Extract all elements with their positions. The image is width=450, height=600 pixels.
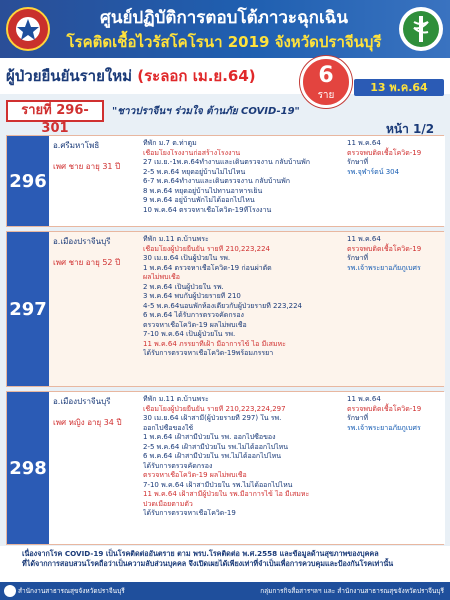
- age-unit: ปี: [115, 258, 121, 267]
- headline: [6, 64, 256, 88]
- result-line: รพ.จุฬาร์ตน์ 304: [347, 167, 400, 176]
- timeline-line: ปวดเมื่อยตามตัว: [143, 499, 193, 508]
- footer-bar: [0, 582, 450, 600]
- timeline-line: 4-5 พ.ค.64นอนพักห้องเดียวกับผู้ป่วยรายที่ 223,224: [143, 301, 302, 310]
- sex-age: [53, 416, 135, 429]
- timeline-line: 30 เม.ย.64 เฝ้าสามี(ผู้ป่วยรายที่ 297) ใน รพ.: [143, 414, 282, 422]
- result-line: 11 พ.ค.64: [347, 235, 381, 243]
- age-value: 31: [102, 162, 113, 171]
- result-line: รักษาที่: [347, 158, 369, 166]
- note-line: ที่ได้จากการสอบสวนโรคถือว่าเป็นความลับส่วนบุคคล จึงเปิดเผยได้เพียงเท่าที่จำเป็นเพื่อการควบคุมและป้องกันโรคเท่านั้น: [22, 559, 394, 568]
- timeline-line: 11 พ.ค.64 เฝ้าสามีผู้ป่วยใน รพ.มีอาการไข้ ไอ มีเสมหะ: [143, 490, 310, 498]
- timeline-line: 1 พ.ค.64 ตรวจหาเชื้อโควิด-19 ก่อนผ่าตัด: [143, 263, 272, 272]
- result-cell: [343, 136, 445, 226]
- timeline-cell: [139, 232, 343, 386]
- count-unit: ราย: [317, 90, 335, 101]
- timeline-line: 7-10 พ.ค.64 เป็นผู้ป่วยใน รพ.: [143, 330, 236, 338]
- timeline-line: ได้รับการตรวจคัดกรอง: [143, 461, 213, 470]
- table-row: [6, 231, 444, 387]
- sex-value: ชาย: [68, 162, 84, 171]
- place-cell: [49, 136, 139, 226]
- timeline-line: ได้รับการตรวจหาเชื้อโควิด-19: [143, 509, 236, 517]
- sex-value: หญิง: [68, 418, 85, 427]
- note-line: เนื่องจากโรค COVID-19 เป็นโรคติดต่ออันตราย ตาม พรบ.โรคติดต่อ พ.ศ.2558 และข้อมูลด้านสุขภาพของบุคคล: [22, 549, 379, 558]
- count-number: 6: [318, 63, 334, 88]
- timeline-line: ตรวจหาเชื้อโควิด-19 ผลไม่พบเชื้อ: [143, 471, 247, 479]
- page-number: หน้า 1/2: [386, 122, 435, 136]
- eoc-logo-icon: [6, 6, 50, 52]
- timeline-line: เชื่อมโยงผู้ป่วยยืนยัน รายที่ 210,223,224,297: [143, 404, 286, 413]
- place-cell: [49, 232, 139, 386]
- privacy-note: [0, 546, 450, 582]
- headline-text: ผู้ป่วยยืนยันรายใหม่: [6, 67, 132, 85]
- sex-label: เพศ: [53, 162, 67, 171]
- footer-right-text: กลุ่มการกิจสื่อสารฯลฯ และ สำนักงานสาธารณสุขจังหวัดปราจีนบุรี: [260, 587, 444, 595]
- timeline-line: 8 พ.ค.64 หยุดอยู่บ้านไปทานอาหารเย็น: [143, 186, 263, 195]
- timeline-line: เชื่อมโยงโรงงานก่อสร้างโรงงาน: [143, 148, 241, 157]
- result-cell: [343, 232, 445, 386]
- timeline-line: 27 เม.ย.-1พ.ค.64ทำงานและเดินตรวจงาน กลับบ้านพัก: [143, 158, 310, 166]
- timeline-line: 7-10 พ.ค.64 เฝ้าสามีป่วยใน รพ.ไม่ได้ออกไปไหน: [143, 480, 293, 489]
- age-label: อายุ: [85, 258, 100, 267]
- timeline-line: 11 พ.ค.64 ภรรยาที่เฝ้า มีอาการไข้ ไอ มีเสมหะ: [143, 339, 286, 348]
- case-table: [6, 135, 444, 549]
- moph-logo-icon: [398, 6, 444, 52]
- timeline-line: 9 พ.ค.64 อยู่บ้านพักไม่ได้ออกไปไหน: [143, 196, 255, 204]
- sex-age: [53, 256, 135, 269]
- age-label: อายุ: [87, 418, 102, 427]
- sex-value: ชาย: [68, 258, 84, 267]
- result-line: ตรวจพบติดเชื้อโควิด-19: [347, 244, 422, 253]
- header-banner: [0, 0, 450, 58]
- result-line: ตรวจพบติดเชื้อโควิด-19: [347, 148, 422, 157]
- result-line: รพ.เจ้าพระยาอภัยภูเบศร: [347, 423, 421, 432]
- timeline-line: 2-5 พ.ค.64 เฝ้าสามีป่วยใน รพ.ไม่ได้ออกไปไหน: [143, 442, 289, 451]
- place-cell: [49, 392, 139, 544]
- timeline-line: 1 พ.ค.64 เฝ้าสามีป่วยใน รพ. ออกไปซื้อของ: [143, 433, 276, 441]
- result-line: รพ.เจ้าพระยาอภัยภูเบศร: [347, 263, 421, 272]
- result-line: ตรวจพบติดเชื้อโควิด-19: [347, 404, 422, 413]
- table-row: [6, 135, 444, 227]
- district: อ.ศรีมหาโพธิ: [53, 141, 100, 150]
- header-title-line2: โรคติดเชื้อไวรัสโคโรนา 2019 จังหวัดปราจีนบุรี: [66, 33, 382, 51]
- timeline-line: 2 พ.ค.64 เป็นผู้ป่วยใน รพ.: [143, 282, 224, 291]
- timeline-line: 30 เม.ย.64 เป็นผู้ป่วยใน รพ.: [143, 254, 231, 262]
- sex-age: [53, 160, 135, 173]
- timeline-line: ได้รับการตรวจหาเชื้อโควิด-19พร้อมภรรยา: [143, 349, 274, 357]
- result-line: 11 พ.ค.64: [347, 395, 381, 403]
- timeline-line: ผลไม่พบเชื้อ: [143, 273, 180, 281]
- result-line: 11 พ.ค.64: [347, 139, 381, 147]
- slogan: "ชาวปราจีนฯ ร่วมใจ ต้านภัย COVID-19": [112, 106, 300, 117]
- timeline-line: 10 พ.ค.64 ตรวจหาเชื้อโควิด-19ที่โรงงาน: [143, 205, 272, 214]
- timeline-line: ออกไปซื้อของใช้: [143, 423, 194, 432]
- timeline-line: ที่พัก ม.7 ต.ท่าตูม: [143, 139, 197, 147]
- age-unit: ปี: [115, 162, 121, 171]
- age-label: อายุ: [85, 162, 100, 171]
- result-cell: [343, 392, 445, 544]
- timeline-line: ที่พัก ม.11 ต.บ้านพระ: [143, 235, 209, 243]
- age-value: 52: [102, 258, 113, 267]
- timeline-cell: [139, 392, 343, 544]
- table-row: [6, 391, 444, 545]
- timeline-line: ตรวจหาเชื้อโควิด-19 ผลไม่พบเชื้อ: [143, 320, 247, 329]
- case-number: 298: [7, 392, 49, 544]
- header-title-line1: ศูนย์ปฏิบัติการตอบโต้ภาวะฉุกเฉิน: [100, 8, 348, 28]
- timeline-line: 6 พ.ค.64 ได้รับการตรวจคัดกรอง: [143, 311, 244, 319]
- timeline-line: 3 พ.ค.64 พบกับผู้ป่วยรายที่ 210: [143, 292, 241, 300]
- district: อ.เมืองปราจีนบุรี: [53, 237, 111, 246]
- result-line: รักษาที่: [347, 414, 369, 422]
- sex-label: เพศ: [53, 258, 67, 267]
- result-line: รักษาที่: [347, 254, 369, 262]
- district: อ.เมืองปราจีนบุรี: [53, 397, 111, 406]
- timeline-line: 2-5 พ.ค.64 หยุดอยู่บ้านไม่ไปไหน: [143, 167, 246, 176]
- age-value: 34: [103, 418, 114, 427]
- footer-left-text: สำนักงานสาธารณสุขจังหวัดปราจีนบุรี: [18, 587, 125, 595]
- case-number: 296: [7, 136, 49, 226]
- headline-tag: (ระลอก เม.ย.64): [137, 67, 256, 85]
- age-unit: ปี: [116, 418, 122, 427]
- new-case-count-badge: [300, 56, 352, 108]
- timeline-line: เชื่อมโยงผู้ป่วยยืนยัน รายที่ 210,223,224: [143, 244, 270, 253]
- timeline-line: ที่พัก ม.11 ต.บ้านพระ: [143, 395, 209, 403]
- timeline-line: 6-7 พ.ค.64ทำงานและเดินตรวจงาน กลับบ้านพัก: [143, 177, 290, 185]
- case-number: 297: [7, 232, 49, 386]
- timeline-cell: [139, 136, 343, 226]
- case-range: รายที่ 296-301: [6, 100, 104, 122]
- report-date: 13 พ.ค.64: [354, 79, 444, 96]
- timeline-line: 6 พ.ค.64 เฝ้าสามีป่วยใน รพ.ไม่ได้ออกไปไหน: [143, 452, 282, 460]
- office-logo-icon: [4, 585, 16, 597]
- sex-label: เพศ: [53, 418, 67, 427]
